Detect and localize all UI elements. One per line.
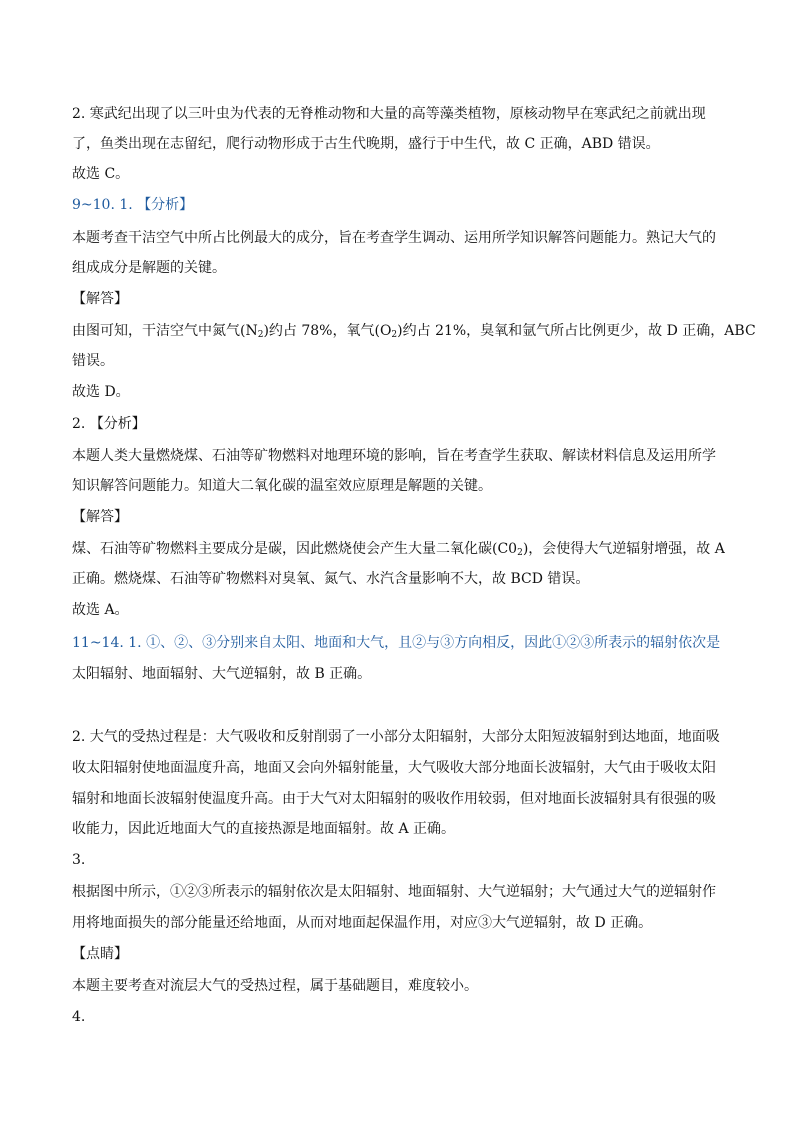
answer-label: 【解答】: [72, 291, 128, 307]
text-line: 本题人类大量燃烧煤、石油等矿物燃料对地理环境的影响，旨在考查学生获取、解读材料信息及运用所学: [72, 448, 716, 464]
text-line: 了，鱼类出现在志留纪，爬行动物形成于古生代晚期，盛行于中生代，故 C 正确，ABD 错误。: [72, 136, 660, 152]
answer-label: 【解答】: [72, 509, 128, 525]
section-heading: 9~10. 1. 【分析】: [72, 197, 194, 213]
text-line: 正确。燃烧煤、石油等矿物燃料对臭氧、氮气、水汽含量影响不大，故 BCD 错误。: [72, 571, 590, 587]
text-line: 故选 A。: [72, 602, 129, 618]
text-line: 2. 寒武纪出现了以三叶虫为代表的无脊椎动物和大量的高等藻类植物，原核动物早在寒武纪之前就出现: [72, 106, 706, 122]
section-heading: 11~14. 1. ①、②、③分别来自太阳、地面和大气，且②与③方向相反，因此①②③所表示的辐射依次是: [72, 635, 721, 651]
text-line: 由图可知，干洁空气中氮气$(N_2)$约占 78%，氧气$(O_2)$约占 21%，臭氧和氩气所占比例更少，故 D 正确，ABC: [72, 323, 756, 340]
text-line: 根据图中所示，①②③所表示的辐射依次是太阳辐射、地面辐射、大气逆辐射；大气通过大气的逆辐射作: [72, 884, 716, 900]
text-line: 本题考查干洁空气中所占比例最大的成分，旨在考查学生调动、运用所学知识解答问题能力。熟记大气的: [72, 230, 716, 246]
text-line: 收能力，因此近地面大气的直接热源是地面辐射。故 A 正确。: [72, 821, 456, 837]
text-line: 本题主要考查对流层大气的受热过程，属于基础题目，难度较小。: [72, 978, 478, 994]
analysis-label: 2. 【分析】: [72, 416, 146, 432]
item-number: 4.: [72, 1009, 86, 1025]
text-line: 知识解答问题能力。知道大二氧化碳的温室效应原理是解题的关键。: [72, 478, 492, 494]
text-line: 故选 D。: [72, 384, 130, 400]
item-number: 3.: [72, 852, 86, 868]
text-line: 故选 C。: [72, 166, 130, 182]
text-line: 收太阳辐射使地面温度升高，地面又会向外辐射能量，大气吸收大部分地面长波辐射，大气由于吸收太阳: [72, 760, 716, 776]
text-line: 2. 大气的受热过程是：大气吸收和反射削弱了一小部分太阳辐射，大部分太阳短波辐射到达地面，地面吸: [72, 729, 720, 745]
text-line: 太阳辐射、地面辐射、大气逆辐射，故 B 正确。: [72, 666, 372, 682]
text-line: 用将地面损失的部分能量还给地面，从而对地面起保温作用，对应③大气逆辐射，故 D 正确。: [72, 915, 653, 931]
text-line: 煤、石油等矿物燃料主要成分是碳，因此燃烧使会产生大量二氧化碳$(C0_2)$，会使得大气逆辐射增强，故 A: [72, 541, 725, 558]
tip-label: 【点睛】: [72, 946, 128, 962]
text-line: 辐射和地面长波辐射使温度升高。由于大气对太阳辐射的吸收作用较弱，但对地面长波辐射具有很强的吸: [72, 791, 716, 807]
text-line: 组成成分是解题的关键。: [72, 260, 226, 276]
text-line: 错误。: [72, 353, 114, 369]
